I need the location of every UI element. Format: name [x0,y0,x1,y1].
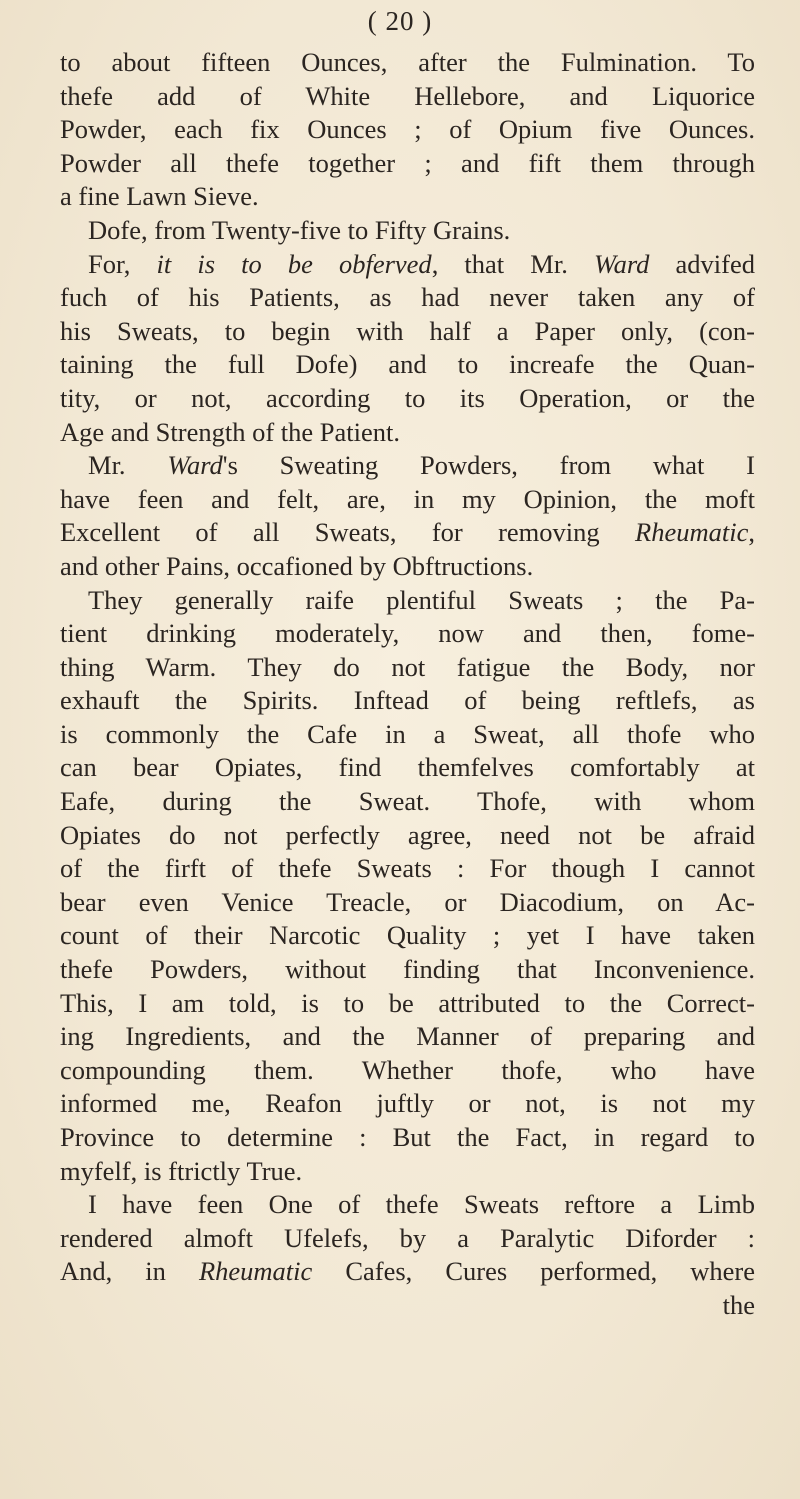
text-line: compounding them. Whether thofe, who have [60,1054,755,1085]
catchword: the [722,1289,755,1320]
text-line: a fine Lawn Sieve. [60,181,259,212]
text-line: rendered almoft Ufelefs, by a Paralytic Diforder : [60,1222,755,1253]
text-line: They generally raife plentiful Sweats ; the Pa- [88,584,755,615]
text-line: Age and Strength of the Patient. [60,416,401,447]
text-line: Excellent of all Sweats, for removing Rheumatic, [60,517,755,548]
text-line: And, in Rheumatic Cafes, Cures performed, where [60,1256,755,1287]
text-line: thefe add of White Hellebore, and Liquorice [60,80,755,111]
text-line: Powder all thefe together ; and fift them through [60,147,755,178]
text-line: myfelf, is ftrictly True. [60,1155,303,1186]
text-line: informed me, Reafon juftly or not, is not my [60,1088,755,1119]
text-line: and other Pains, occafioned by Obftructions. [60,550,534,581]
text-line: ing Ingredients, and the Manner of preparing and [60,1021,755,1052]
text-line: Mr. Ward's Sweating Powders, from what I [88,450,755,481]
text-line: Dofe, from Twenty-five to Fifty Grains. [88,214,511,245]
text-line: thefe Powders, without finding that Inconvenience. [60,954,755,985]
text-line: thing Warm. They do not fatigue the Body, nor [60,651,755,682]
page-number: ( 20 ) [367,6,433,36]
text-line: can bear Opiates, find themfelves comfortably at [60,752,755,783]
text-line: Powder, each fix Ounces ; of Opium five Ounces. [60,114,755,145]
text-line: I have feen One of thefe Sweats reftore a Limb [88,1189,755,1220]
text-line: count of their Narcotic Quality ; yet I have taken [60,920,755,951]
body-text [60,46,755,1323]
text-line: of the firft of thefe Sweats : For though I cannot [60,853,755,884]
text-line: fuch of his Patients, as had never taken any of [60,282,755,313]
text-line: to about fifteen Ounces, after the Fulmination. To [60,47,755,77]
text-line: tient drinking moderately, now and then, fome- [60,618,755,649]
text-line: tity, or not, according to its Operation, or the [60,382,755,413]
text-line: bear even Venice Treacle, or Diacodium, on Ac- [60,886,755,917]
text-line: For, it is to be obferved, that Mr. Ward advifed [88,248,755,279]
text-line: Eafe, during the Sweat. Thofe, with whom [60,786,755,817]
text-line: Opiates do not perfectly agree, need not be afraid [60,819,755,850]
text-line: have feen and felt, are, in my Opinion, the moft [60,483,755,514]
text-line: his Sweats, to begin with half a Paper only, (con- [60,315,755,346]
text-line: taining the full Dofe) and to increafe the Quan- [60,349,755,380]
text-line: Province to determine : But the Fact, in regard to [60,1122,755,1152]
text-line: is commonly the Cafe in a Sweat, all thofe who [60,718,755,749]
text-line: exhauft the Spirits. Inftead of being reftlefs, as [60,685,755,716]
text-line: This, I am told, is to be attributed to the Correct- [60,987,755,1018]
